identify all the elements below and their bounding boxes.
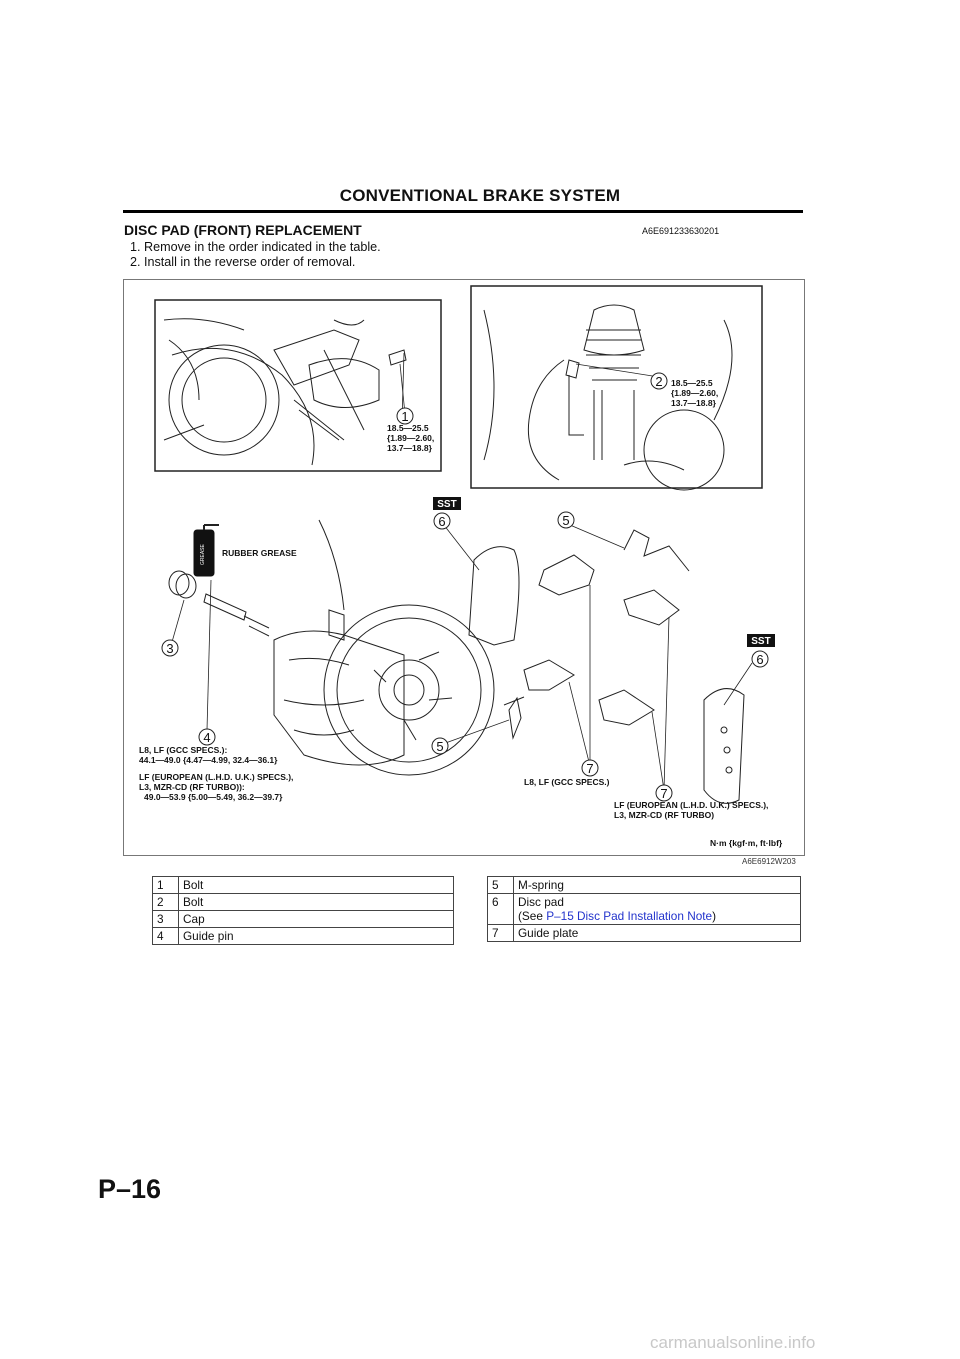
torque-1-line3: 13.7—18.8}	[387, 443, 432, 453]
part-name: Cap	[179, 911, 454, 928]
parts-table-right	[487, 876, 801, 942]
part-name: M-spring	[514, 877, 801, 894]
grease-tube-label: GREASE	[200, 544, 206, 565]
installation-note-link[interactable]: P–15 Disc Pad Installation Note	[546, 909, 713, 923]
part-number: 4	[153, 928, 179, 945]
step-2: 2. Install in the reverse order of removal.	[130, 255, 356, 269]
callout-5-lower: 5	[436, 739, 444, 754]
sst-label-upper: SST	[437, 499, 457, 510]
step-1: 1. Remove in the order indicated in the table.	[130, 240, 381, 254]
part-name: Disc pad	[518, 895, 564, 909]
part-number: 6	[488, 894, 514, 925]
watermark: carmanualsonline.info	[650, 1333, 816, 1352]
disc-pad-upper	[469, 547, 519, 645]
part-note	[518, 909, 796, 923]
part-name-cell	[514, 894, 801, 925]
part-number: 7	[488, 925, 514, 942]
table-row	[488, 877, 801, 894]
table-row	[488, 925, 801, 942]
page-number: P–16	[98, 1174, 162, 1204]
page-header-title: CONVENTIONAL BRAKE SYSTEM	[339, 186, 621, 205]
section-title: DISC PAD (FRONT) REPLACEMENT	[124, 222, 362, 238]
part-number: 3	[153, 911, 179, 928]
callout-3: 3	[166, 641, 174, 656]
sst-label-lower: SST	[751, 636, 771, 647]
guide-plate-b	[624, 590, 679, 625]
guide-plate-a	[539, 555, 594, 595]
spec-euro-line3: 49.0—53.9 {5.00—5.49, 36.2—39.7}	[144, 792, 283, 802]
disc-pad-lower	[704, 689, 744, 804]
spec-gcc-line1: L8, LF (GCC SPECS.):	[139, 745, 228, 755]
plate-euro-line1: LF (EUROPEAN (L.H.D. U.K.) SPECS.),	[614, 800, 769, 810]
table-row	[153, 894, 454, 911]
callout-1: 1	[401, 409, 409, 424]
torque-2-line3: 13.7—18.8}	[671, 398, 716, 408]
plate-gcc-label: L8, LF (GCC SPECS.)	[524, 777, 610, 787]
exploded-view-figure	[123, 279, 805, 856]
guide-plate-d	[599, 690, 654, 725]
note-prefix: (See	[518, 909, 547, 923]
note-suffix: )	[712, 909, 717, 923]
units-label: N·m {kgf·m, ft·lbf}	[710, 838, 783, 848]
part-name: Guide plate	[514, 925, 801, 942]
header-rule	[123, 210, 803, 213]
torque-1-line1: 18.5—25.5	[387, 423, 429, 433]
plate-euro-line2: L3, MZR-CD (RF TURBO)	[614, 810, 715, 820]
spec-euro-line1: LF (EUROPEAN (L.H.D. U.K.) SPECS.),	[139, 772, 294, 782]
guide-plate-c	[524, 660, 574, 690]
spec-gcc-line2: 44.1—49.0 {4.47—4.99, 32.4—36.1}	[139, 755, 278, 765]
callout-6-lower: 6	[756, 652, 764, 667]
table-row	[153, 877, 454, 894]
parts-table-left	[152, 876, 454, 945]
inset-bolt-2	[471, 286, 762, 488]
table-row	[488, 894, 801, 925]
figure-illustration	[124, 280, 804, 855]
torque-1-line2: {1.89—2.60,	[387, 433, 435, 443]
part-name: Bolt	[179, 894, 454, 911]
rubber-grease-label: RUBBER GREASE	[222, 548, 297, 558]
callout-7-right: 7	[660, 786, 668, 801]
part-name: Bolt	[179, 877, 454, 894]
part-number: 5	[488, 877, 514, 894]
spec-euro-line2: L3, MZR-CD (RF TURBO)):	[139, 782, 245, 792]
section-code: A6E691233630201	[642, 226, 720, 236]
procedure-steps	[130, 240, 381, 270]
figure-code: A6E6912W203	[742, 857, 796, 866]
table-row	[153, 928, 454, 945]
part-number: 2	[153, 894, 179, 911]
callout-4: 4	[203, 730, 211, 745]
table-row	[153, 911, 454, 928]
part-number: 1	[153, 877, 179, 894]
callout-5-upper: 5	[562, 513, 570, 528]
part-name: Guide pin	[179, 928, 454, 945]
callout-2: 2	[655, 374, 663, 389]
callout-7-left: 7	[586, 761, 594, 776]
torque-2-line1: 18.5—25.5	[671, 378, 713, 388]
torque-2-line2: {1.89—2.60,	[671, 388, 719, 398]
callout-6-upper: 6	[438, 514, 446, 529]
